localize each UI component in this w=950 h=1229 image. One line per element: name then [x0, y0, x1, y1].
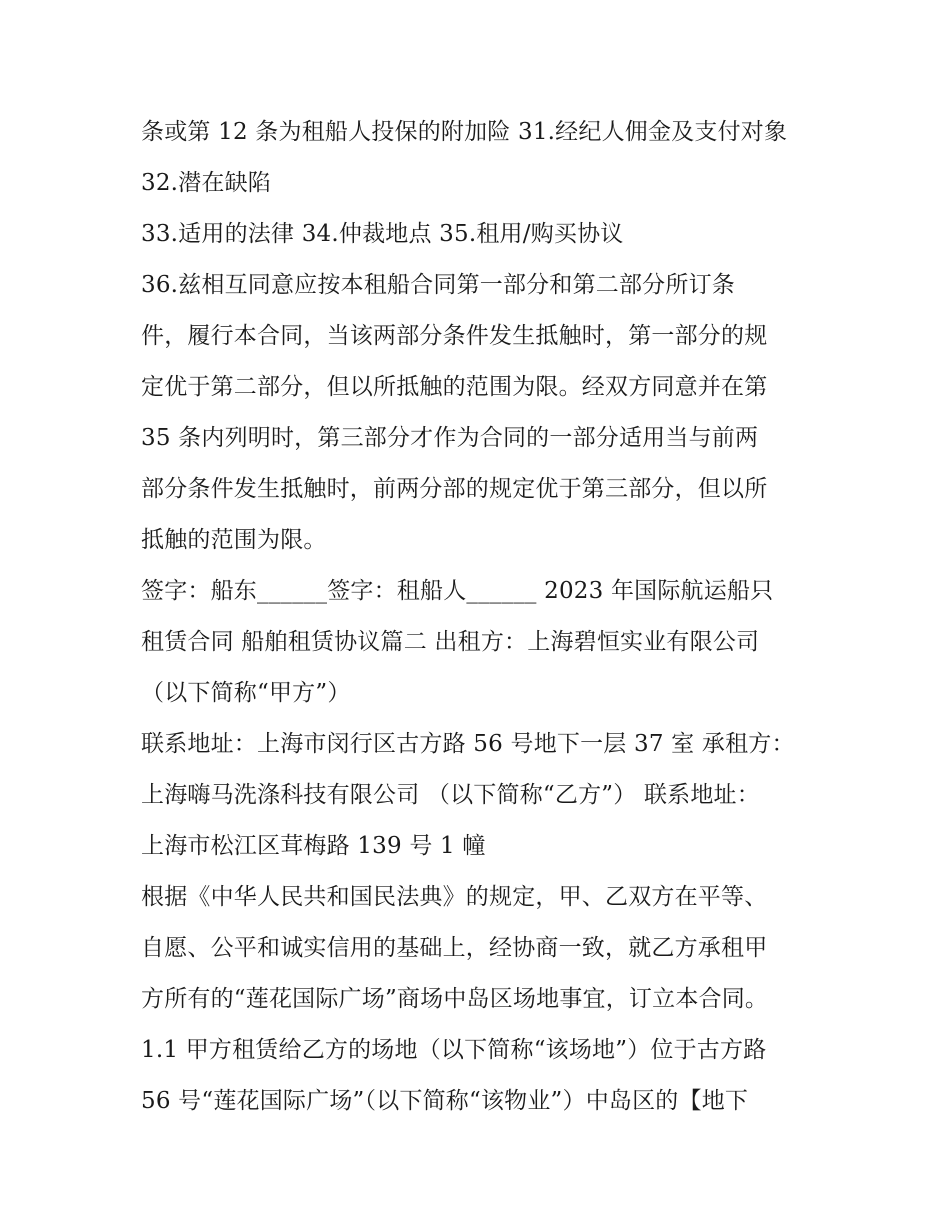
text-line: 根据《中华人民共和国民法典》的规定，甲、乙双方在平等、: [141, 884, 768, 910]
text-line: 租赁合同 船舶租赁协议篇二 出租方：上海碧恒实业有限公司: [141, 629, 760, 655]
text-line: 件，履行本合同，当该两部分条件发生抵触时，第一部分的规: [141, 323, 768, 349]
text-line: 上海嗨马洗涤科技有限公司 （以下简称“乙方”） 联系地址：: [141, 782, 760, 808]
signature-line: 签字：船东______签字：租船人______ 2023 年国际航运船只: [141, 578, 774, 604]
document-body: [141, 107, 831, 1127]
text-line: 定优于第二部分，但以所抵触的范围为限。经双方同意并在第: [141, 374, 768, 400]
text-line: 35 条内列明时，第三部分才作为合同的一部分适用当与前两: [141, 425, 759, 451]
text-line: 自愿、公平和诚实信用的基础上，经协商一致，就乙方承租甲: [141, 935, 768, 961]
text-line: 1.1 甲方租赁给乙方的场地（以下简称“该场地”）位于古方路: [141, 1037, 767, 1063]
text-line: 36.兹相互同意应按本租船合同第一部分和第二部分所订条: [141, 272, 735, 298]
text-line: 联系地址：上海市闵行区古方路 56 号地下一层 37 室 承租方：: [141, 731, 795, 757]
text-line: 抵触的范围为限。: [141, 527, 327, 553]
text-line: 33.适用的法律 34.仲裁地点 35.租用/购买协议: [141, 221, 624, 247]
text-line: 部分条件发生抵触时，前两分部的规定优于第三部分，但以所: [141, 476, 768, 502]
text-line: 上海市松江区茸梅路 139 号 1 幢: [141, 833, 486, 859]
text-line: 方所有的“莲花国际广场”商场中岛区场地事宜，订立本合同。: [141, 986, 769, 1012]
text-line: （以下简称“甲方”）: [141, 680, 351, 706]
text-line: 32.潜在缺陷: [141, 170, 271, 196]
text-line: 条或第 12 条为租船人投保的附加险 31.经纪人佣金及支付对象: [141, 119, 788, 145]
text-line: 56 号“莲花国际广场”（以下简称“该物业”）中岛区的【地下: [141, 1088, 749, 1114]
